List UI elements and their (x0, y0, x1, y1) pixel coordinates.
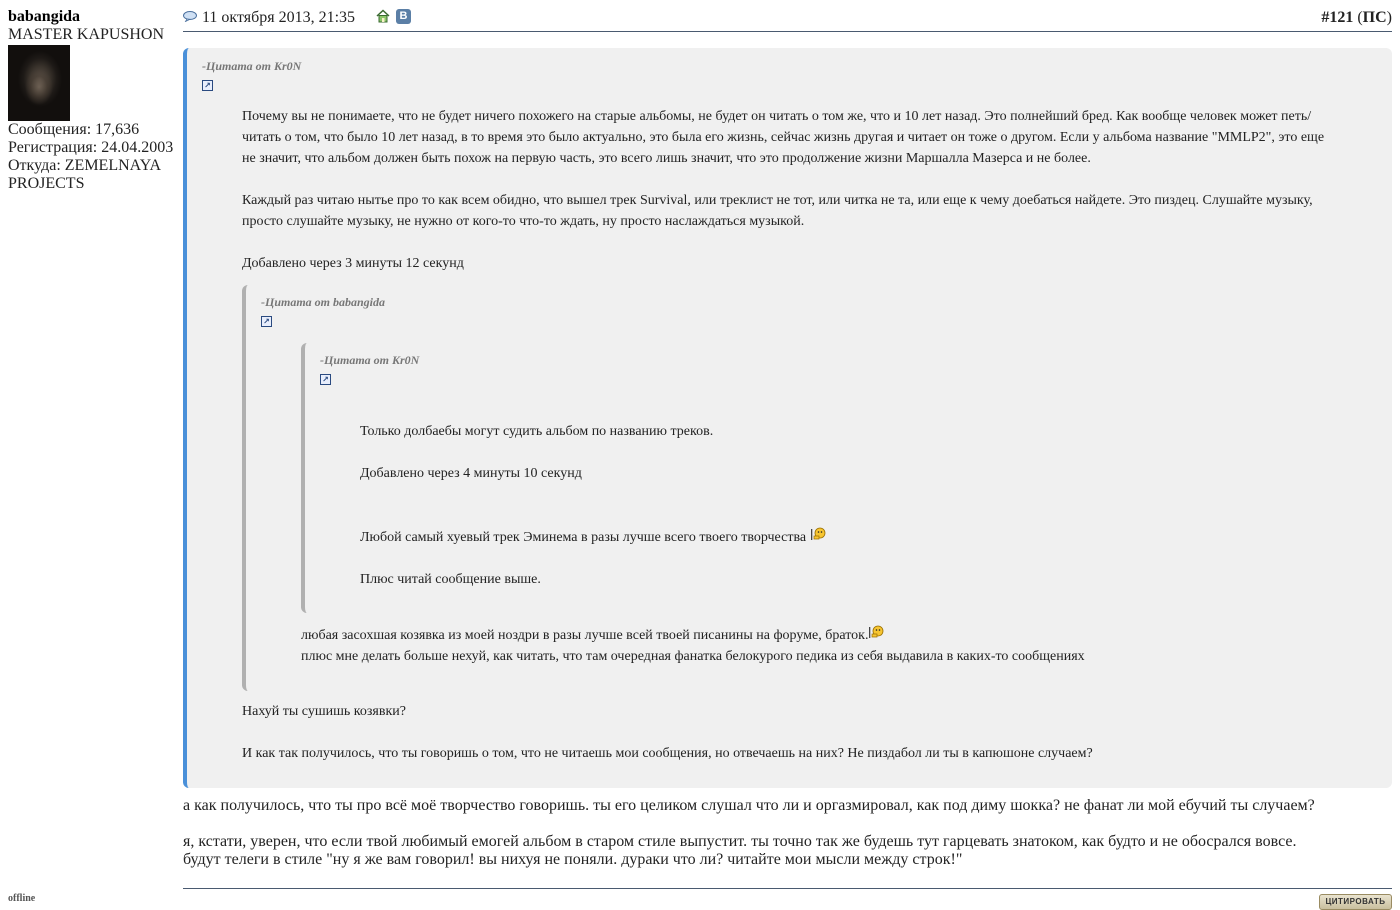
message-bubble-icon (183, 11, 197, 22)
avatar (8, 45, 70, 121)
user-location: Откуда: ZEMELNAYA (8, 157, 162, 174)
quote-paragraph: Почему вы не понимаете, что не будет ничего похожего на старые альбомы, не будет он читать о том же, что и 10 лет назад. Это полнейший бред. Как вообще человек может петь/читать о том, что было 10 лет назад, в то время это было актуально, это была его жизнь, сейчас жизнь другая и читает он тоже о другом. Если у альбома название "MMLP2", это еще не значит, что альбом должен быть похож на первую часть, это всего лишь значит, что это продолжение жизни Маршалла Мазерса и не более. (242, 109, 1325, 166)
quote-line: Плюс читай сообщение выше. (360, 572, 541, 587)
user-post-count: Сообщения: 17,636 (8, 121, 140, 138)
quote-line-text: Любой самый хуевый трек Эминема в разы лучше всего твоего творчества (360, 530, 807, 545)
quote-line: плюс мне делать больше нехуй, как читать, что там очередная фанатка белокурого педика из себя выдавила в каких-то сообщениях (301, 649, 1085, 664)
post-body-paragraph: а как получилось, что ты про всё моё творчество говоришь. ты его целиком слушал что ли и оргазмировал, как под диму шокка? не фанат ли мой ебучий ты случаем? (183, 797, 1315, 814)
thumbs-up-smiley-icon (868, 625, 884, 640)
post-footer-divider (183, 888, 1392, 889)
vk-icon[interactable]: В (396, 9, 411, 24)
post-number-link[interactable]: #121 (1321, 9, 1354, 26)
post-header (183, 8, 1392, 32)
pm-paren-close: ) (1386, 9, 1392, 26)
quote-line (301, 625, 884, 646)
post-date: 11 октября 2013, 21:35 (202, 9, 356, 26)
pm-paren-open: ( (1353, 9, 1363, 26)
quote-button[interactable]: ЦИТИРОВАТЬ (1319, 894, 1392, 910)
post-body-paragraph: будут телеги в стиле "ну я же вам говорил! вы нихуя не поняли. дураки что ли? читайте мои мысли между строк!" (183, 851, 963, 868)
jump-to-post-icon[interactable]: ↗ (320, 374, 331, 385)
post-number (1321, 8, 1392, 28)
pm-link[interactable]: ПС (1362, 9, 1387, 26)
added-note: Добавлено через 4 минуты 10 секунд (360, 466, 582, 481)
quote-line: И как так получилось, что ты говоришь о том, что не читаешь мои сообщения, но отвечаешь на них? Не пиздабол ли ты в капюшоне случаем? (242, 746, 1093, 761)
user-registration: Регистрация: 24.04.2003 (8, 139, 174, 156)
user-info-panel (8, 8, 178, 193)
quote-line: Нахуй ты сушишь козявки? (242, 704, 406, 719)
jump-to-post-icon[interactable]: ↗ (261, 316, 272, 327)
user-location-cont: PROJECTS (8, 175, 85, 192)
added-note: Добавлено через 3 минуты 12 секунд (242, 256, 464, 271)
post-body-paragraph: я, кстати, уверен, что если твой любимый емогей альбом в старом стиле выпустит. ты точно так же будешь тут гарцевать знатоком, как будто и не обосрался вовсе. (183, 833, 1297, 850)
online-status: offline (8, 893, 36, 904)
home-icon[interactable] (376, 9, 390, 23)
quote-header: -Цитата от Kr0N (320, 353, 420, 367)
username[interactable]: babangida (8, 8, 81, 25)
user-title: MASTER KAPUSHON (8, 26, 165, 43)
quote-line: Только долбаебы могут судить альбом по названию треков. (360, 424, 714, 439)
quote-header: -Цитата от Kr0N (202, 59, 302, 73)
quote-line (360, 527, 826, 548)
jump-to-post-icon[interactable]: ↗ (202, 80, 213, 91)
quote-line-text: любая засохшая козявка из моей ноздри в разы лучше всей твоей писанины на форуме, браток. (301, 628, 869, 643)
quote-paragraph: Каждый раз читаю нытье про то как всем обидно, что вышел трек Survival, или треклист не тот, или читка не та, или еще к чему доебаться найдете. Это пиздец. Слушайте музыку, просто слушайте музыку, не нужно от кого-то что-то ждать, ну просто наслаждаться музыкой. (242, 193, 1313, 229)
post (183, 8, 1392, 32)
thumbs-up-smiley-icon (810, 527, 826, 542)
quote-header: -Цитата от babangida (261, 295, 386, 309)
